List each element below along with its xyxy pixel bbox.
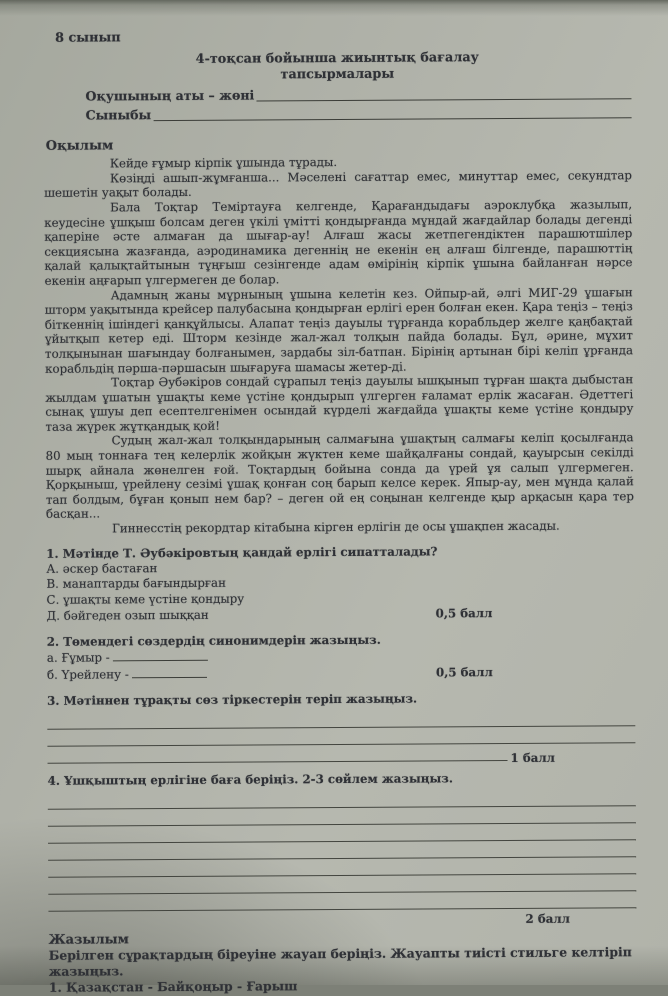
question-2-heading: 2. Төмендегі сөздердің синонимдерін жазыңыз. (46, 632, 381, 649)
question-3-last-line-row (47, 743, 635, 764)
class-blank (153, 117, 631, 121)
answer-option-d: Д. бәйгеден озып шыққан (46, 607, 209, 623)
question-1 (46, 542, 634, 625)
question-3 (47, 689, 635, 764)
reading-paragraph: Тоқтар Әубәкіров сондай сұрапыл теңіз дауылы ышқынып тұрған шақта дыбыстан жылдам ұшатын ұшақты кеме үстіне қондырып үлгерген ғаламат ерлік жасаған. Әдеттегі сынақ ұшуы деп есептелгенімен осындай күрделі жағдайда ұшақты кеме үстіне қондыру таза жүрек жұтқандық қой! (45, 372, 634, 434)
writing-section-heading: Жазылым (48, 932, 129, 948)
grade-label: 8 сынып (55, 30, 121, 46)
question-1-heading: 1. Мәтінде Т. Әубәкіровтың қандай ерлігі сипатталады? (46, 544, 438, 561)
synonym-item-a-blank (113, 650, 208, 662)
answer-option-a: А. әскер бастаған (46, 560, 158, 576)
reading-paragraph: Адамның жаны мұрнының ұшына келетін кез. Ойпыр-ай, әлгі МИГ-29 ұшағын шторм уақытында крейсер палубасына қондырған ерлігі ерен болған екен. Қара теңіз – теңіз біткеннің ішіндегі қанқұйлысы. Алапат теңіз дауылы тұрғанда корабльдер желге қаңбақтай ұйытқып кетер еді. Шторм кезінде жал-жал толқын пайда болады. Бұл, әрине, мұхит толқынынан шағындау болғанымен, зардабы зіл-батпан. Бірінің артынан бірі келіп ұрғанда корабльдің пәрша-пәршасын шығаруға шамасы жетер-ді. (44, 284, 634, 376)
answer-line (47, 744, 507, 764)
answer-option-d-row (47, 605, 635, 624)
reading-paragraph: Бала Тоқтар Теміртауға келгенде, Қарағандыдағы аэроклубқа жазылып, кеудесіне ұшқыш болсам деген үкілі үмітті қондырғанда мұндай жағдайлар болады дегенді қаперіне әсте алмаған да шығар-ау! Алғаш жасы жетпегендіктен парашютшілер секциясына жазғанда, аэродинамика дегеннің не екенін ең алғаш білгенде, парашюттің қалай қалықтайтынын тұңғыш сезінгенде адам өмірінің кірпік ұшына байланған нәрсе екенін аңғарып үлгермеген де болар. (44, 197, 633, 288)
synonym-item-b (47, 663, 635, 684)
question-4-answer-lines (48, 789, 637, 912)
synonym-item-b-blank (132, 667, 207, 678)
student-name-blank (256, 98, 631, 101)
writing-instruction: Берілген сұрақтардың біреуіне жауап беріңіз. Жауапты тиісті стильге келтіріп жазыңыз. (48, 944, 632, 980)
question-4-points-badge: 2 балл (525, 911, 570, 926)
assessment-subtitle: тапсырмалары (280, 66, 395, 83)
question-4 (48, 769, 637, 930)
answer-line (48, 891, 636, 912)
question-2 (47, 630, 635, 684)
reading-paragraph: Көзіңді ашып-жұмғанша... Мәселені сағаттар емес, минуттар емес, секундтар шешетін уақыт болады. (44, 167, 632, 201)
synonym-item-a-label: а. Ғұмыр - (46, 650, 110, 665)
question-4-heading: 4. Ұшқыштың ерлігіне баға беріңіз. 2-3 сөйлем жазыңыз. (47, 771, 453, 788)
question-3-points-badge: 1 балл (510, 750, 556, 765)
reading-section-heading: Оқылым (45, 137, 114, 154)
student-name-label: Оқушының аты – жөні (85, 87, 255, 104)
question-3-heading: 3. Мәтіннен тұрақты сөз тіркестерін теріп жазыңыз. (47, 691, 418, 708)
reading-paragraph: Кейде ғұмыр кірпік ұшында тұрады. (109, 155, 338, 171)
class-row (86, 104, 632, 123)
synonym-item-b-label: б. Үрейлену - (46, 667, 129, 682)
answer-option-b: В. манаптарды бағындырған (46, 576, 226, 592)
student-name-row (85, 85, 631, 104)
class-label: Сыныбы (85, 106, 152, 123)
reading-paragraph: Гиннесстің рекордтар кітабына кірген ерлігін де осы ұшақпен жасады. (112, 518, 560, 536)
writing-section (49, 930, 637, 996)
reading-paragraph: Судың жал-жал толқындарының салмағына ұшақтың салмағы келіп қосылғанда 80 мың тоннаға тең келерлік жойқын жүктен кеме шайқалғаны сондай, қауырсын секілді шырқ айнала жөнелген ғой. Тоқтардың бойына сонда да үрей ұя салып үлгермеген. Қорқыныш, үрейлену сезімі ұшақ қонған соң барып келсе керек. Япыр-ау, мен мұнда қалай тап болдым, бұған қонып нем бар? – деген ой ең соңынан келгенде қыр арқасын қара тер басқан... (45, 430, 634, 522)
question-2-points-badge: 0,5 балл (435, 664, 493, 680)
writing-topic-1: 1. Қазақстан - Байқоңыр - Ғарыш (48, 978, 298, 996)
test-paper (43, 28, 637, 996)
answer-option-c: С. ұшақты кеме үстіне қондыру (46, 591, 245, 608)
assessment-title: 4-тоқсан бойынша жиынтық бағалау (195, 49, 479, 67)
question-1-points-badge: 0,5 балл (435, 606, 493, 621)
reading-passage (44, 153, 634, 536)
question-3-answer-lines (47, 709, 635, 747)
